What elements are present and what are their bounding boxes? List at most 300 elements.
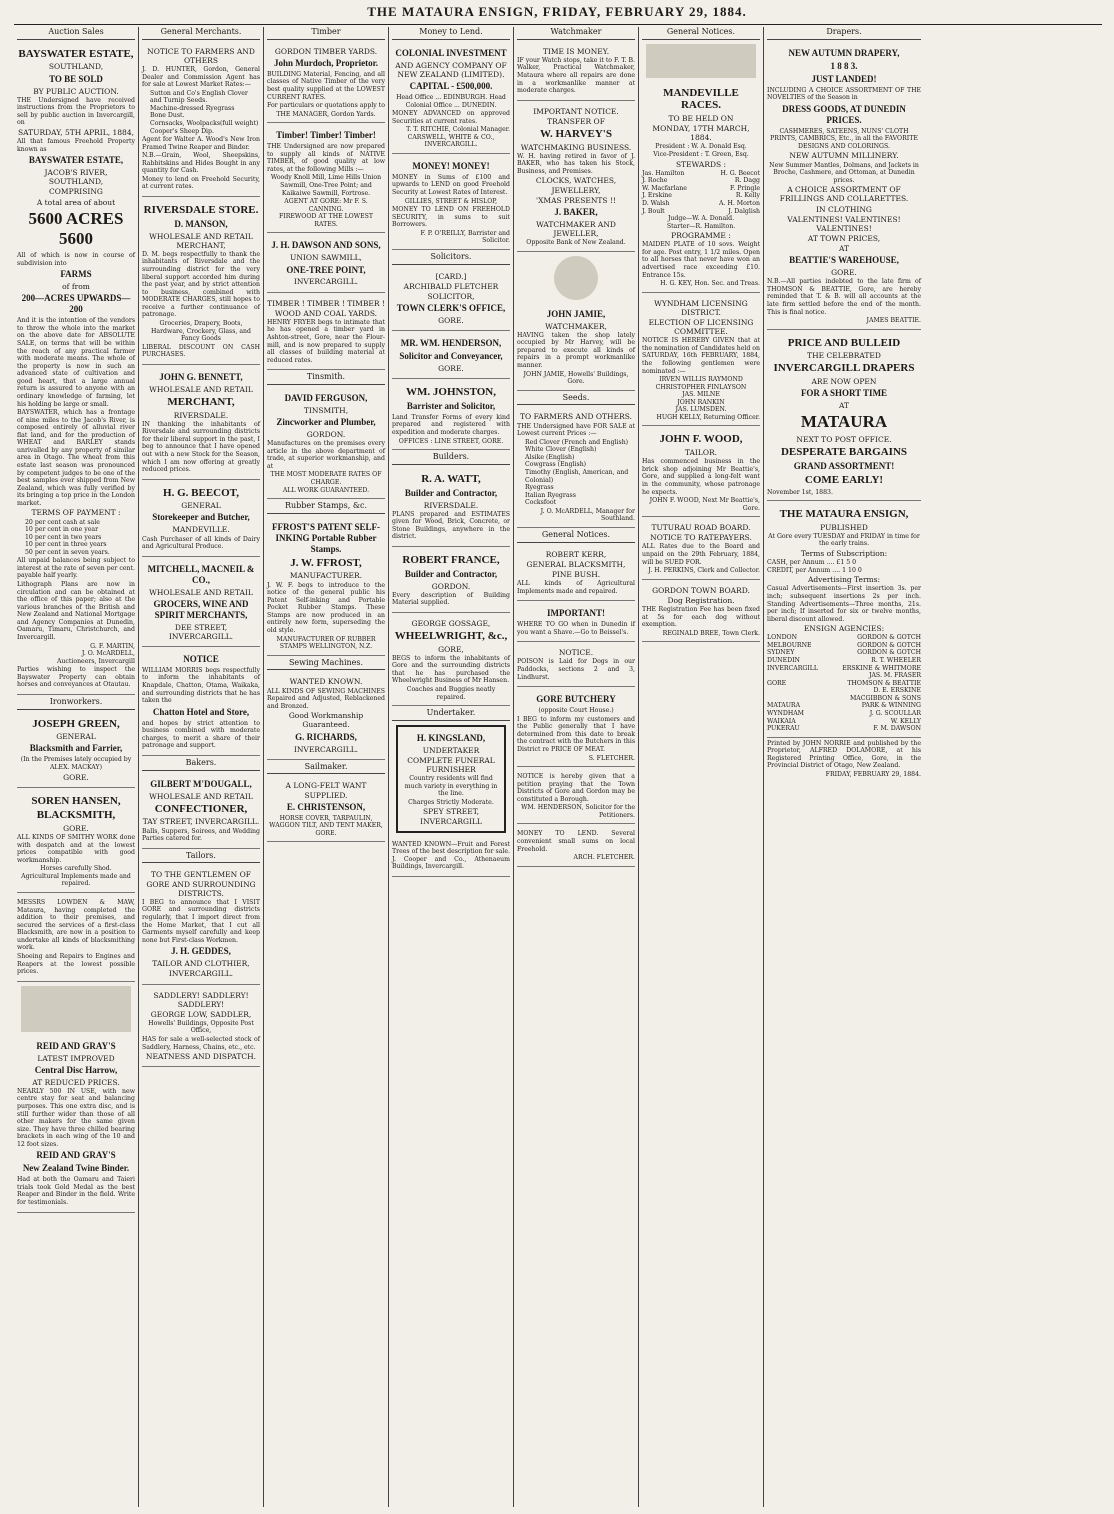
ad-subtitle: GENERAL	[56, 732, 96, 742]
ad-sub: UNION SAWMILL,	[290, 253, 362, 263]
ad-text: All that famous Freehold Property known as	[17, 138, 135, 153]
ad-text: Shoeing and Repairs to Engines and Reapers at the lowest possible prices.	[17, 952, 135, 976]
ad-date: SATURDAY, 5TH APRIL, 1884,	[18, 127, 134, 137]
bennett-ad	[142, 367, 260, 480]
ad-firm: GILLIES, STREET & HISLOP,	[404, 197, 498, 205]
ad-offices: Head Office ... EDINBURGH. Head Colonial Office ... DUNEDIN.	[396, 93, 506, 109]
steward-row	[642, 200, 760, 208]
agency-agent: GORDON & GOTCH	[857, 641, 921, 649]
lowden-ad	[17, 895, 135, 982]
item-list	[142, 90, 260, 135]
ad-sign: G. F. MARTIN,	[90, 642, 135, 650]
ad-president: President : W. A. Donald Esq.	[655, 143, 747, 151]
columns	[14, 27, 1102, 1507]
ad-name: J. H. GEDDES,	[171, 946, 231, 957]
ad-trade: Zincworker and Plumber,	[276, 417, 376, 428]
terms-list	[17, 519, 135, 557]
ad-name: ARCHIBALD FLETCHER	[403, 281, 499, 291]
nominee: CHRISTOPHER FINLAYSON	[655, 383, 747, 391]
butchery-ad	[517, 689, 635, 767]
ad-subtitle: BY PUBLIC AUCTION.	[33, 86, 119, 96]
hunter-ad	[142, 43, 260, 197]
column-notices	[639, 27, 764, 1507]
ad-role: WHOLESALE AND RETAIL	[149, 384, 253, 394]
agency-place: PUKERAU	[767, 725, 800, 733]
ad-sign: HUGH KELLY, Returning Officer.	[656, 413, 760, 421]
ad-title: COLONIAL INVESTMENT	[395, 47, 507, 58]
list-item: White Clover (English)	[525, 446, 597, 454]
ad-addr: Opposite Bank of New Zealand.	[526, 239, 626, 247]
geddes-ad	[142, 866, 260, 984]
kingsland-ad	[396, 725, 506, 833]
steward-row	[642, 185, 760, 193]
ad-place: GORE.	[63, 823, 89, 833]
list-item: 10 per cent in one year	[25, 526, 99, 534]
ad-dress: DRESS GOODS, AT DUNEDIN PRICES.	[782, 103, 906, 125]
ad-role: WATCHMAKER AND JEWELLER,	[536, 219, 616, 238]
ad-text: Every description of Building Material supplied.	[392, 591, 510, 607]
goods-item: Crockery,	[186, 327, 217, 335]
ad-text: HAS for sale a well-selected stock of Saddlery, Harness, Chains, etc., etc.	[142, 1036, 260, 1051]
ad-text: MESSRS LOWDEN & MAW, Mataura, having completed the addition to their premises, and secured the services of a first-class Blacksmith, are now in a position to undertake all kinds of blacksmithing work.	[17, 899, 135, 952]
ad-role: WHOLESALE AND RETAIL	[149, 587, 253, 597]
ad-location: JACOB'S RIVER, SOUTHLAND,	[44, 168, 108, 187]
reidgray-ad	[17, 1036, 135, 1213]
ad-area-label: A total area of about	[36, 197, 116, 207]
ad-place: GORE.	[831, 268, 857, 278]
ad-addr: Howells' Buildings, Opposite Post Office,	[148, 1019, 254, 1035]
ad-grand: GRAND ASSORTMENT!	[793, 460, 895, 471]
ad-sub: NOTICE TO RATEPAYERS.	[650, 533, 752, 543]
ad-sign: S. FLETCHER.	[588, 754, 635, 762]
ad-name: W. HARVEY'S	[540, 127, 612, 140]
ad-name: ROBERT FRANCE,	[402, 553, 500, 566]
ad-text: HENRY FRYER begs to intimate that he has opened a timber yard in Ashton-street, Gore, near the Flour-mill, and is now prepared to supply all classes of building material at reduced rates.	[267, 318, 385, 364]
ad-drapers: INVERCARGILL DRAPERS	[773, 362, 915, 375]
colonial-ad	[392, 43, 510, 154]
ad-text: POISON is Laid for Dogs in our Paddocks, sections 2 and 3, Lindhurst.	[517, 658, 635, 681]
seed-list	[517, 439, 635, 507]
ad-text: J. D. HUNTER, Gordon, General Dealer and Commission Agent has for sale at Lowest Market Rates:—	[142, 66, 260, 89]
ad-text: BAYSWATER, which has a frontage of nine miles to the Jacob's River, is composed entirely of alluvial river flat land, and for the production of WHEAT and BARLEY stands unrivalled by any property of similar area in Otago. The wheat from this estate last season was pronounced by competent judges to be one of the best samples ever shipped from New Zealand, which was fully verified by its bringing a top price in the London market.	[17, 409, 135, 507]
ad-role: TAILOR.	[684, 448, 718, 458]
agency-place: MATAURA	[767, 702, 801, 710]
agency-agent: GORDON & GOTCH	[857, 634, 921, 642]
list-item: Bone Dust.	[150, 112, 185, 120]
list-item: Italian Ryegrass	[525, 491, 576, 499]
agency-agent: ERSKINE & WHITMORE	[842, 664, 921, 672]
ad-note: Coaches and Buggies neatly repaired.	[406, 685, 496, 701]
ad-text: THE Undersigned have received instructions from the Proprietors to sell by public auction in Invercargill, on	[17, 96, 135, 127]
ad-price: CASH, per Annum .... £1 5 0	[767, 559, 857, 567]
ad-title: NOTICE.	[558, 648, 594, 658]
ad-text: BEGS to inform the inhabitants of Gore and the surrounding districts that he has purchased the Wheelwright Business of Mr Hansen.	[392, 654, 510, 685]
ad-rates: THE MOST MODERATE RATES OF CHARGE.	[270, 471, 382, 487]
goods-item: Boots,	[222, 319, 243, 327]
steward: J. Roche	[642, 177, 668, 185]
ad-head: TIMBER ! TIMBER ! TIMBER !	[267, 298, 385, 308]
green-ad	[17, 713, 135, 788]
list-item: Machine-dressed Ryegrass	[150, 104, 235, 112]
steward: W. Macfarlane	[642, 184, 687, 192]
ad-sign: H. G. KEY, Hon. Sec. and Treas.	[660, 280, 760, 288]
ad-subtitle: TO BE SOLD	[49, 73, 103, 84]
column-heading: Drapers.	[767, 27, 921, 40]
ad-at: AT	[838, 401, 849, 411]
section-heading: Solicitors.	[392, 252, 510, 265]
ad-programme: PROGRAMME :	[671, 231, 731, 241]
section-heading: Rubber Stamps, &c.	[267, 501, 385, 514]
ad-agents: CARSWELL, WHITE & CO., INVERCARGILL.	[407, 133, 495, 149]
list-item: 20 per cent cash at sale	[25, 518, 100, 526]
ad-text: For particulars or quotations apply to	[267, 102, 385, 110]
ad-place: SOUTHLAND,	[48, 62, 104, 72]
ad-text: IN thanking the inhabitants of Riversdale and surrounding districts for their liberal support in the past, I beg to announce that I have opened out with a new Stock for the Season, which I am now offering at greatly reduced prices.	[142, 420, 260, 474]
ad-goods	[142, 320, 260, 343]
ad-title: NOTICE TO FARMERS AND OTHERS	[147, 46, 255, 65]
ad-title: WYNDHAM LICENSING DISTRICT.	[654, 298, 748, 317]
ad-title: John Murdoch, Proprietor.	[273, 57, 378, 68]
ad-place: GORE.	[63, 772, 89, 782]
ffrost-ad	[267, 517, 385, 656]
ad-agencies: ENSIGN AGENCIES:	[803, 624, 885, 634]
ad-place: INVERCARGILL.	[168, 969, 234, 979]
goods-item: Glass,	[218, 327, 238, 335]
ad-place: GORE.	[438, 364, 464, 374]
seeds-ad	[517, 408, 635, 527]
ad-sign: Auctioneers, Invercargill	[56, 657, 135, 665]
agency-place: WAIKAIA	[767, 717, 796, 725]
ad-role: WHOLESALE AND RETAIL MERCHANT,	[149, 231, 253, 250]
ad-text: Has commenced business in the brick shop adjoining Mr Beattie's, Gore, and supplied a long-felt want in the community, whose patronage he expects.	[642, 458, 760, 496]
ad-warehouse: BEATTIE'S WAREHOUSE,	[789, 255, 899, 266]
price-bulleid-ad	[767, 332, 921, 501]
list-item: Red Clover (French and English)	[525, 438, 629, 446]
ad-time: FOR A SHORT TIME	[800, 388, 888, 399]
agency-row	[767, 672, 921, 680]
ensign-info	[767, 503, 921, 738]
ad-title: NOTICE	[183, 653, 219, 664]
ad-text: ALL KINDS OF SEWING MACHINES Repaired and Adjusted, Reblackened and Bronzed.	[267, 687, 385, 710]
dateline: FRIDAY, FEBRUARY 29, 1884.	[825, 770, 921, 778]
ad-name: ROBERT KERR,	[545, 549, 607, 559]
ad-text: Had at both the Oamaru and Taieri trials took Gold Medal as the best Reaper and Binder in the field. Write for testimonials.	[17, 1176, 135, 1206]
ad-title: THE MATAURA ENSIGN,	[779, 508, 909, 521]
ad-name: GEORGE LOW, SADDLER,	[150, 1009, 252, 1019]
section-heading: Ironworkers.	[17, 697, 135, 710]
ad-price: AT REDUCED PRICES.	[32, 1077, 120, 1087]
ad-year: 1 8 8 3.	[830, 60, 858, 71]
ad-text: Lithograph Plans are now in circulation and can be obtained at the office of this paper; also at the various branches of the British and New Zealand and National Mortgage and Agency Companies at Dunedin, Oamaru, Timaru, Christchurch, and Invercargill.	[17, 581, 135, 641]
money-ad	[392, 156, 510, 250]
agency-agent: GORDON & GOTCH	[857, 649, 921, 657]
ad-sub: (opposite Court House.)	[538, 707, 614, 715]
ad-notice: IMPORTANT NOTICE.	[533, 106, 619, 116]
ad-name: H. G. BEECOT,	[163, 486, 239, 499]
races-ad	[642, 82, 760, 293]
ad-sign: J. O. McARDELL,	[81, 650, 135, 658]
ad-name: J. W. FFROST,	[290, 556, 362, 569]
ad-product: Central Disc Harrow,	[34, 1064, 118, 1075]
ad-text: Country residents will find much variety in everything in the line.	[404, 775, 498, 798]
list-item: 50 per cent in seven years.	[25, 548, 110, 556]
ad-rates: Charges Strictly Moderate.	[408, 798, 494, 806]
ad-date: MONDAY, 17TH MARCH, 1884.	[652, 124, 750, 143]
ad-trade: CONFECTIONER,	[154, 802, 248, 815]
ad-title: JOSEPH GREEN,	[32, 717, 120, 730]
list-item: Cornsacks, Woolpacks(full weight)	[150, 119, 259, 127]
ad-place: PINE BUSH.	[551, 569, 601, 579]
column-heading: Timber	[267, 27, 385, 40]
ad-title: TOWN CLERK'S OFFICE,	[396, 303, 506, 314]
column-heading: Auction Sales	[17, 27, 135, 40]
ad-place: RIVERSDALE.	[173, 410, 229, 420]
ad-name: MR. WM. HENDERSON,	[400, 338, 502, 349]
ad-sign: JOHN F. WOOD, Next Mr Beattie's, Gore.	[649, 497, 760, 512]
ad-role: HORSE COVER, TARPAULIN, WAGGON TILT, AND TENT MAKER, GORE.	[269, 814, 383, 837]
column-heading: Money to Lend.	[392, 27, 510, 40]
ad-text: N.B.—Grain, Wool, Sheepskins, Rabbitskins and Hides Bought in any quantity for Cash.	[142, 152, 260, 175]
ad-text: All of which is now in course of subdivision into	[17, 252, 135, 267]
agency-place: INVERCARGILL	[767, 664, 818, 672]
agency-place: MELBOURNE	[767, 641, 812, 649]
ad-sign: J. O. McARDELL, Manager for Southland.	[540, 507, 635, 523]
ad-place: ONE-TREE POINT,	[286, 264, 366, 275]
ad-text: NOTICE is hereby given that a petition praying that the Town Districts of Gore and Gordon may be constituted a Borough.	[517, 773, 635, 803]
ad-text: and hopes by strict attention to business combined with moderate charges, to merit a share of their patronage and support.	[142, 719, 260, 750]
ad-text: ALL Rates due to the Board and unpaid on the 29th February, 1884, will be SUED FOR.	[642, 543, 760, 566]
ad-range: 200—ACRES UPWARDS—200	[21, 293, 131, 315]
ad-text: THE Undersigned are now prepared to supply all kinds of NATIVE TIMBER, of good quality at low rates, at the following Mills :—	[267, 143, 385, 173]
steward: F. Pringle	[730, 184, 760, 192]
ad-name: R. A. WATT,	[421, 472, 481, 485]
ad-name: J. BAKER,	[554, 206, 598, 217]
ad-advert: Advertising Terms:	[807, 575, 881, 585]
ad-text: Manufactures on the premises every article in the above department of trade, at superior workmanship, and at	[267, 440, 385, 470]
agency-row	[767, 687, 921, 695]
ad-trade: WHEELWRIGHT, &c.,	[394, 629, 508, 642]
fletcher-ad	[392, 268, 510, 332]
nominee: JAS. MILNE	[682, 391, 720, 399]
steward-row	[642, 192, 760, 200]
ad-landed: JUST LANDED!	[811, 73, 877, 84]
steward-row	[642, 177, 760, 185]
ad-sub: THE CELEBRATED	[807, 351, 881, 361]
ad-biz: WATCHMAKING BUSINESS.	[520, 142, 632, 152]
ad-title: SADDLERY! SADDLERY! SADDLERY!	[153, 990, 249, 1009]
wyndham-ad	[642, 295, 760, 427]
ad-name: E. CHRISTENSON,	[286, 801, 366, 812]
ad-text: Balls, Suppers, Soirees, and Wedding Parties catered for.	[142, 827, 260, 843]
walker-ad	[517, 43, 635, 101]
ad-from: of from	[62, 282, 90, 292]
ad-role: WATCHMAKER,	[545, 321, 607, 331]
ad-title: GORE BUTCHERY	[536, 694, 616, 705]
ad-mills: Woody Knoll Mill, Lime Hills Union Sawmill, One-Tree Point; and Kaikaiwe Sawmill, Fortrose.	[270, 174, 382, 197]
agency-row	[767, 680, 921, 688]
ad-town: INVERCARGILL.	[293, 277, 359, 287]
kerr-ad	[517, 546, 635, 602]
ad-text: (In the Premises lately occupied by ALEX. MACKAY)	[20, 756, 132, 771]
column-heading: General Merchants.	[142, 27, 260, 40]
masthead: THE MATAURA ENSIGN, FRIDAY, FEBRUARY 29, 1884.	[367, 4, 747, 19]
ad-text: CASHMERES, SATEENS, NUNS' CLOTH PRINTS, CAMBRICS, Etc., in all the FAVORITE DESIGNS AND COLORINGS.	[770, 127, 918, 150]
agency-row	[767, 634, 921, 642]
ad-name: GEORGE GOSSAGE,	[411, 618, 491, 628]
ad-starter: Starter—R. Hamilton.	[666, 222, 736, 230]
ad-name: WM. JOHNSTON,	[406, 386, 496, 399]
goods-item: Drapery,	[194, 319, 221, 327]
agency-agent: R. T. WHEELER	[871, 657, 921, 665]
ad-text: Land Transfer Forms of every kind prepared and registered with expedition and moderate charges.	[392, 413, 510, 437]
ad-text: WILLIAM MORRIS begs respectfully to inform the inhabitants of Knapdale, Chatton, Otama, Waikaka, and surrounding districts that he has taken the	[142, 666, 260, 705]
ad-sub: A LONG-FELT WANT SUPPLIED.	[285, 781, 367, 800]
tuturau-ad	[642, 519, 760, 580]
timber-ad	[267, 125, 385, 233]
ad-title: BAYSWATER ESTATE,	[18, 47, 134, 60]
ad-subtitle: TO THE GENTLEMEN OF GORE AND SURROUNDING DISTRICTS.	[146, 870, 256, 898]
ad-title: REID AND GRAY'S	[36, 1040, 116, 1051]
ad-text: And it is the intention of the vendors to throw the whole into the market on the above date for ABSOLUTE SALE, on terms that will be within the reach of any practical farmer with moderate means. The whole of the property is now in such an advanced state of cultivation and good heart, that a large annual return is assured to anyone with an ordinary knowledge of farming, let his holding be large or small.	[17, 317, 135, 408]
ad-title: SOREN HANSEN,	[31, 794, 121, 807]
pocket-watch-illustration	[554, 256, 598, 300]
list-item: Cowgrass (English)	[525, 461, 587, 469]
steward: J. Boult	[642, 207, 665, 215]
ad-fire: FIREWOOD AT THE LOWEST RATES.	[279, 213, 373, 228]
agency-place: GORE	[767, 679, 787, 687]
ad-mill: NEW AUTUMN MILLINERY.	[789, 151, 899, 161]
ad-estate: BAYSWATER ESTATE,	[28, 155, 124, 166]
section-heading: Builders.	[392, 452, 510, 465]
ad-place: DEE STREET, INVERCARGILL.	[168, 622, 234, 641]
ad-text: Parties wishing to inspect the Bayswater Property can obtain horses and conveyances at Otautau.	[17, 666, 135, 689]
ad-frill: A CHOICE ASSORTMENT OF FRILLINGS AND COLLARETTES.	[779, 185, 909, 204]
ad-text: LIBERAL DISCOUNT ON CASH PURCHASES.	[142, 343, 260, 359]
ad-text: Cash Purchaser of all kinds of Dairy and Agricultural Produce.	[142, 535, 260, 551]
ad-title: TUTURAU ROAD BOARD.	[651, 523, 751, 533]
ad-comprising: COMPRISING	[49, 187, 103, 197]
ad-text: HAVING taken the shop lately occupied by Mr Harvey, will be prepared to execute all kinds of repairs in a prompt workmanlike manner.	[517, 331, 635, 370]
goods-item: Hardware,	[151, 327, 185, 335]
ad-trade: BLACKSMITH,	[36, 809, 116, 822]
ad-text: Casual Advertisements—First insertion 3s. per inch; subsequent insertions 2s per inch. Standing Advertisements—Three months, 21s. per inch; If inserted for six or twelve months, liberal discount allowed.	[767, 585, 921, 623]
ad-text: NEARLY 500 IN USE, with new centre stay for seat and balancing purposes. This one extra disc, and is still further wider than those of all other makers for the same given size. They have three chilled bearing brackets in each wing of the 10 and 12 foot sizes.	[17, 1087, 135, 1148]
steward: Jas. Hamilton	[642, 169, 685, 177]
ad-acres: 5600 ACRES 5600	[28, 208, 124, 249]
gossage-ad	[392, 615, 510, 706]
list-item: 10 per cent in three years	[25, 541, 107, 549]
column-heading: General Notices.	[642, 27, 760, 40]
agency-agent: W. KELLY	[890, 717, 921, 725]
ad-capital: CAPITAL - £500,000.	[409, 81, 493, 91]
ad-title: FFROST'S PATENT SELF-INKING Portable Rubber Stamps.	[271, 521, 381, 554]
ad-addr: SPEY STREET, INVERCARGILL	[420, 807, 482, 826]
ad-trade: TAILOR AND CLOTHIER,	[152, 959, 250, 969]
ad-product: New Zealand Twine Binder.	[22, 1163, 130, 1174]
nominee: JAS. LUMSDEN.	[675, 406, 727, 414]
ad-sign: ARCH. FLETCHER.	[573, 854, 635, 862]
ad-text: MONEY TO LEND ON FREEHOLD SECURITY, in sums to suit Borrowers.	[392, 206, 510, 229]
column-watchmaker	[514, 27, 639, 1507]
nominee: IRVEN WILLIS RAYMOND	[659, 376, 743, 384]
ad-title: MERCHANT,	[167, 395, 235, 408]
list-item: Cooper's Sheep Dip.	[150, 127, 214, 135]
column-money	[389, 27, 514, 1507]
imprint: Printed by JOHN NORRIE and published by the Proprietor, ALFRED DOLAMORE, at his Registered Printing Office, Gore, in the Provincial District of Otago, New Zealand.	[767, 739, 921, 770]
list-item: Cocksfoot	[525, 499, 557, 507]
ad-bargains: DESPERATE BARGAINS	[780, 446, 908, 459]
ad-sign: THE MANAGER, Gordon Yards.	[276, 110, 376, 118]
ad-sub: TO FARMERS AND OTHERS.	[520, 412, 632, 422]
section-heading: Sailmaker.	[267, 762, 385, 775]
ad-title: Barrister and Solicitor,	[406, 400, 496, 411]
ad-place: INVERCARGILL.	[293, 744, 359, 754]
ad-addr: MANUFACTURER OF RUBBER STAMPS WELLINGTON, N.Z.	[276, 635, 376, 651]
steward: D. Walsh	[642, 199, 670, 207]
ad-name: DAVID FERGUSON,	[284, 393, 368, 404]
racehorse-illustration	[646, 44, 756, 78]
ad-name: H. KINGSLAND,	[416, 732, 486, 743]
agency-row	[767, 710, 921, 718]
steward: A. H. Morton	[719, 199, 760, 207]
column-timber	[264, 27, 389, 1507]
ad-role: GENERAL	[181, 501, 221, 511]
section-heading: Tinsmith.	[267, 372, 385, 385]
wood-ad	[642, 428, 760, 517]
ad-text: J. W. F. begs to introduce to the notice of the general public his Patent Self-inking and Portable Pocket Rubber Stamps. These Stamps are now produced in an entirely new form, superseding the old style.	[267, 581, 385, 634]
ad-role: UNDERTAKER	[422, 745, 480, 755]
column-merchants	[139, 27, 264, 1507]
ad-warr: ALL WORK GUARANTEED.	[282, 486, 370, 494]
section-heading: Undertaker.	[392, 708, 510, 721]
ad-text: THE Undersigned have FOR SALE at Lowest current Prices :—	[517, 422, 635, 438]
ad-text: Money to lend on Freehold Security, at current rates.	[142, 175, 260, 191]
henderson-ad	[392, 333, 510, 379]
ad-at: AT	[838, 244, 849, 254]
ad-text: MONEY TO LEND. Several convenient small sums on local Freehold.	[517, 830, 635, 853]
agency-row	[767, 665, 921, 673]
ad-farms: FARMS	[60, 269, 92, 280]
steward: H. G. Beecot	[720, 169, 760, 177]
ad-text: MONEY in Sums of £100 and upwards to LEND on good Freehold Security at Lowest Rates of Interest.	[392, 173, 510, 196]
ad-stewards: STEWARDS :	[675, 159, 727, 169]
ad-sub: ELECTION OF LICENSING COMMITTEE.	[648, 318, 754, 337]
ad-name: GILBERT M'DOUGALL,	[150, 778, 252, 789]
ad-text: NOTICE IS HEREBY GIVEN that at the nomination of Candidates held on SATURDAY, 16th FEBRUARY, 1884, the following gentlemen were nominated :—	[642, 337, 761, 375]
ad-text: All unpaid balances being subject to interest at the rate of seven per cent. payable half yearly.	[17, 557, 135, 580]
mitchell-ad	[142, 559, 260, 647]
saddlery-ad	[142, 987, 260, 1068]
ad-role: MANUFACTURER.	[289, 571, 363, 581]
list-item: Ryegrass	[525, 484, 554, 492]
ad-trade: Builder and Contractor,	[404, 487, 498, 498]
list-item: Timothy (English, American, and Colonial)	[525, 469, 629, 484]
ad-trade: Builder and Contractor,	[404, 568, 498, 579]
agency-agent: F. M. DAWSON	[873, 725, 921, 733]
ad-xmas: 'XMAS PRESENTS !!	[536, 195, 616, 205]
johnston-ad	[392, 381, 510, 450]
agency-agent: D. E. ERSKINE	[873, 687, 921, 695]
steward: R. Dagg	[734, 177, 760, 185]
section-heading: Sewing Machines.	[267, 658, 385, 671]
ad-sub: Dog Registration.	[667, 595, 735, 605]
beissel-ad	[517, 603, 635, 642]
ad-name: MITCHELL, MACNEIL & CO.,	[147, 563, 255, 585]
ad-town: MATAURA	[800, 412, 888, 432]
agency-place: SYDNEY	[767, 649, 795, 657]
ad-place: GORDON.	[306, 430, 346, 440]
steward: J. Dalglish	[728, 207, 760, 215]
